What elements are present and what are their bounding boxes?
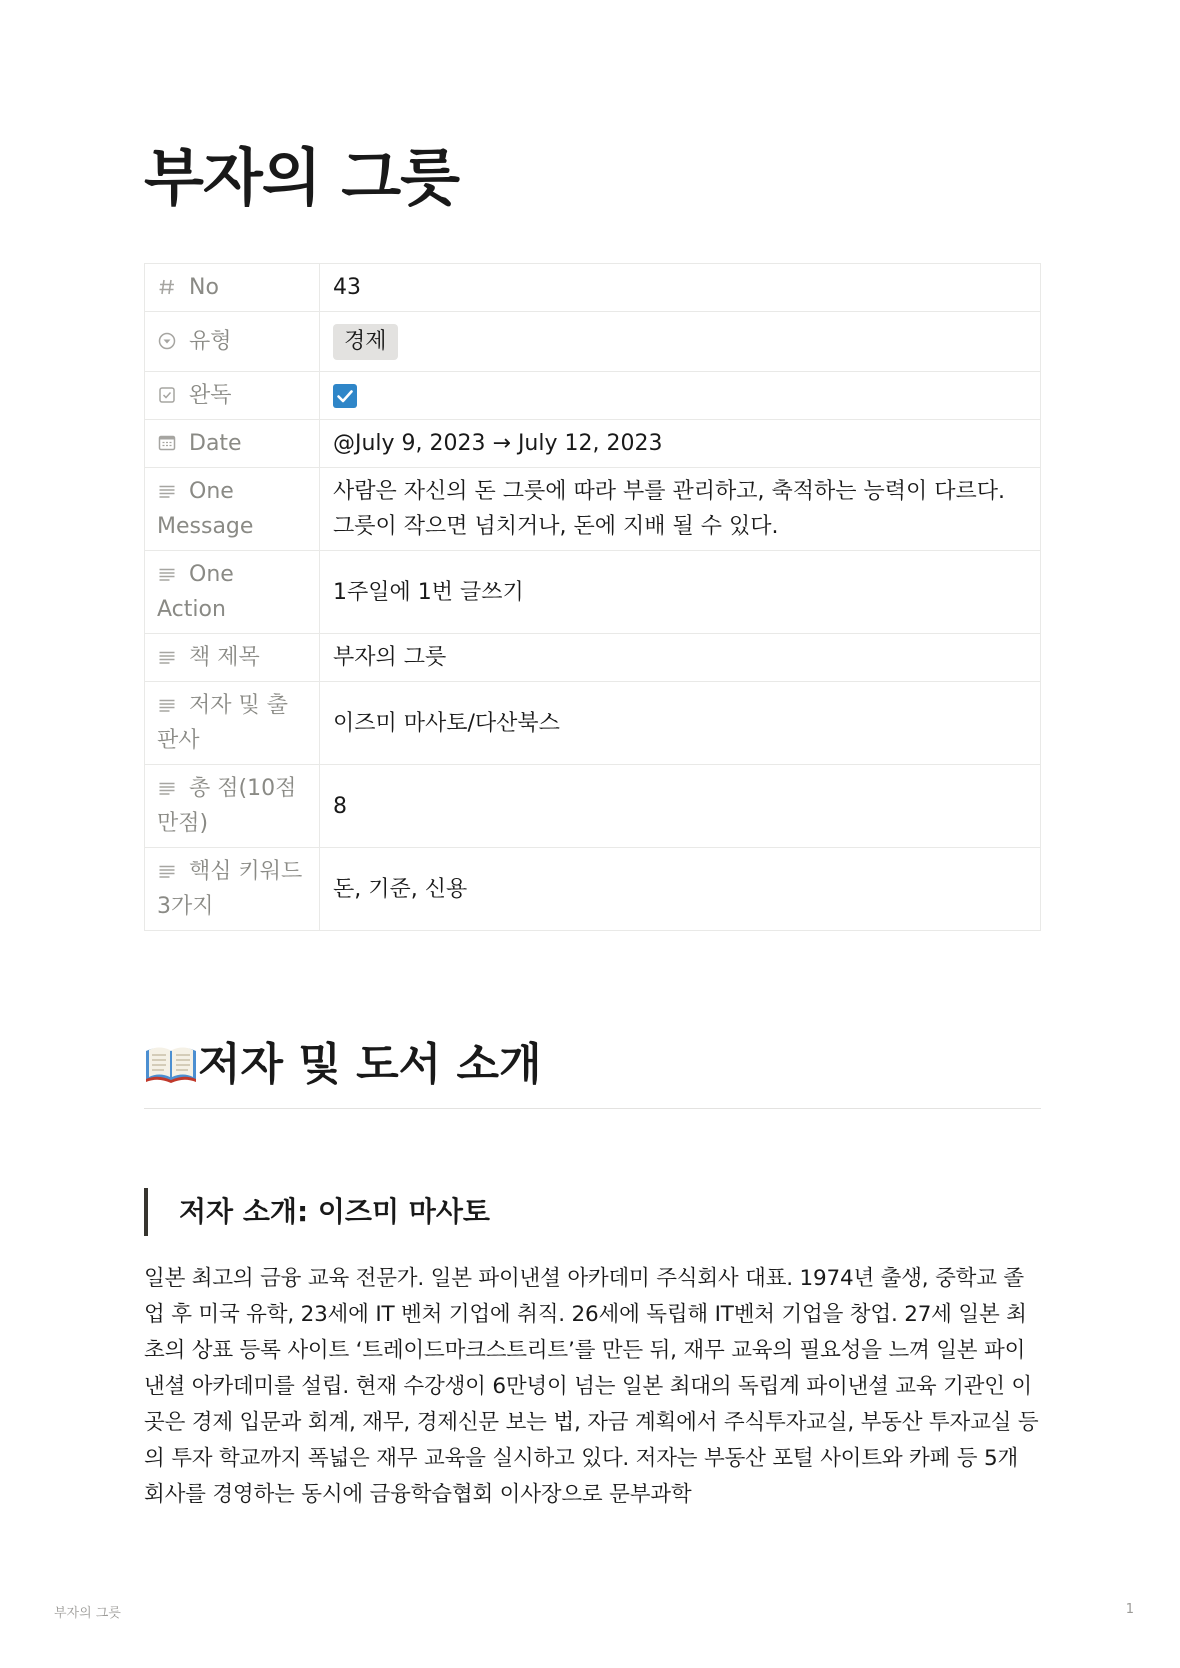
property-value-one-action[interactable]: 1주일에 1번 글쓰기	[320, 551, 1041, 634]
text-icon	[157, 481, 177, 501]
section-heading-text: 저자 및 도서 소개	[198, 1039, 542, 1090]
type-tag[interactable]: 경제	[333, 324, 398, 360]
property-row-book-title	[145, 634, 1041, 682]
text-icon	[157, 647, 177, 667]
property-value-finished[interactable]	[320, 372, 1041, 420]
author-heading: 저자 소개: 이즈미 마사토	[144, 1188, 490, 1236]
property-value-book-title[interactable]: 부자의 그릇	[320, 634, 1041, 682]
property-value-no[interactable]: 43	[320, 264, 1041, 312]
property-key-one-message[interactable]	[145, 468, 320, 551]
property-key-author-publisher[interactable]	[145, 682, 320, 765]
property-label: 핵심 키워드 3가지	[157, 859, 303, 919]
property-key-book-title[interactable]	[145, 634, 320, 682]
text-icon	[157, 564, 177, 584]
property-label: 책 제목	[189, 645, 260, 670]
property-value-date[interactable]: @July 9, 2023 → July 12, 2023	[320, 420, 1041, 468]
property-row-keywords	[145, 848, 1041, 931]
property-label: One Message	[157, 479, 254, 539]
one-message-line: 그릇이 작으면 넘치거나, 돈에 지배 될 수 있다.	[333, 514, 779, 539]
property-row-date	[145, 420, 1041, 468]
property-key-one-action[interactable]	[145, 551, 320, 634]
property-label: No	[189, 275, 219, 300]
finished-checkbox[interactable]	[333, 384, 357, 408]
property-row-finished	[145, 372, 1041, 420]
property-label: Date	[189, 431, 242, 456]
property-label: 유형	[189, 329, 232, 354]
property-key-date[interactable]	[145, 420, 320, 468]
property-label: One Action	[157, 562, 234, 622]
one-message-line: 사람은 자신의 돈 그릇에 따라 부를 관리하고, 축적하는 능력이 다르다.	[333, 479, 1005, 504]
property-value-score[interactable]: 8	[320, 765, 1041, 848]
page-title: 부자의 그릇	[144, 141, 460, 214]
divider	[144, 1108, 1041, 1109]
property-row-one-message	[145, 468, 1041, 551]
property-row-no	[145, 264, 1041, 312]
property-label: 총 점(10점 만점)	[157, 776, 297, 836]
property-value-author-publisher[interactable]: 이즈미 마사토/다산북스	[320, 682, 1041, 765]
property-key-keywords[interactable]	[145, 848, 320, 931]
calendar-icon	[157, 433, 177, 453]
property-key-finished[interactable]	[145, 372, 320, 420]
property-row-author-publisher	[145, 682, 1041, 765]
author-intro-paragraph: 일본 최고의 금융 교육 전문가. 일본 파이낸셜 아카데미 주식회사 대표. 1974년 출생, 중학교 졸업 후 미국 유학, 23세에 IT 벤처 기업에 취직. 26세에 독립해 IT벤처 기업을 창업. 27세 일본 최초의 상표 등록 사이트 ‘트레이드마크스트리트’를 만든 뒤, 재무 교육의 필요성을 느껴 일본 파이낸셜 아카데미를 설립. 현재 수강생이 6만녕이 넘는 일본 최대의 독립계 파이낸셜 교육 기관인 이곳은 경제 입문과 회계, 재무, 경제신문 보는 법, 자금 계획에서 주식투자교실, 부동산 투자교실 등의 투자 학교까지 폭넓은 재무 교육을 실시하고 있다. 저자는 부동산 포털 사이트와 카페 등 5개 회사를 경영하는 동시에 금융학습협회 이사장으로 문부과학	[144, 1266, 1039, 1507]
open-book-icon	[144, 1038, 198, 1078]
text-icon	[157, 695, 177, 715]
properties-table	[144, 263, 1041, 931]
checkbox-icon	[157, 385, 177, 405]
property-value-one-message[interactable]	[320, 468, 1041, 551]
property-label: 완독	[189, 383, 232, 408]
property-key-score[interactable]	[145, 765, 320, 848]
property-key-type[interactable]	[145, 312, 320, 372]
property-row-type	[145, 312, 1041, 372]
property-row-score	[145, 765, 1041, 848]
section-heading	[144, 1034, 541, 1096]
property-value-type[interactable]	[320, 312, 1041, 372]
footer-title: 부자의 그릇	[54, 1606, 121, 1621]
property-row-one-action	[145, 551, 1041, 634]
text-icon	[157, 778, 177, 798]
hash-icon	[157, 277, 177, 297]
property-label: 저자 및 출판사	[157, 693, 288, 753]
text-icon	[157, 861, 177, 881]
select-icon	[157, 331, 177, 351]
footer-page-number: 1	[1125, 1602, 1134, 1617]
property-key-no[interactable]	[145, 264, 320, 312]
property-value-keywords[interactable]: 돈, 기준, 신용	[320, 848, 1041, 931]
